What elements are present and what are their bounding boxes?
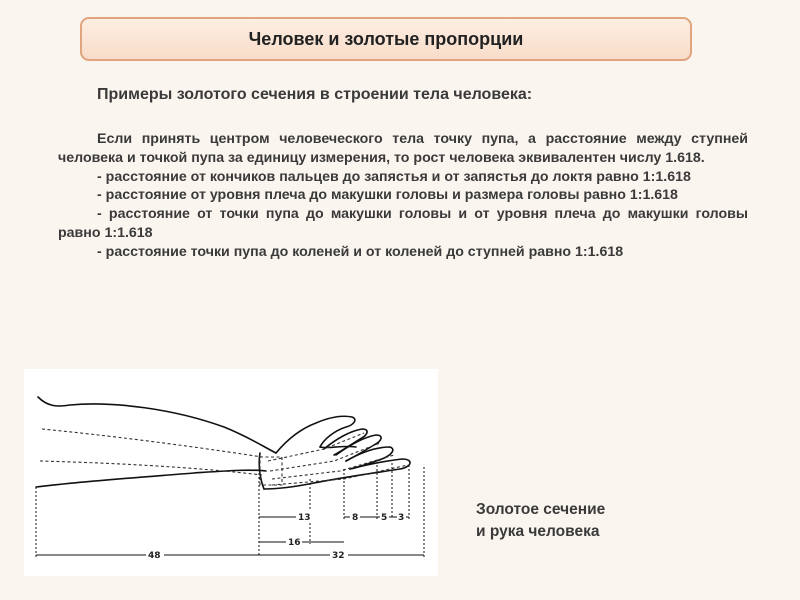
forearm-bone	[42, 429, 262, 457]
figure-caption	[476, 499, 605, 543]
finger-outline	[324, 429, 367, 455]
dimension-label-48: 48	[148, 551, 161, 561]
dimension-label-32: 32	[332, 551, 345, 561]
arm-proportion-figure	[24, 369, 438, 576]
list-item: - расстояние от уровня плеча до макушки головы и размера головы равно 1:1.618	[97, 187, 678, 204]
dimension-label-13: 13	[298, 513, 311, 523]
finger-outline	[264, 459, 410, 489]
arm-drawing	[24, 369, 438, 576]
slide-title-box	[80, 17, 692, 61]
palm-outline	[276, 416, 355, 453]
body-text	[58, 130, 748, 262]
slide-title: Человек и золотые пропорции	[248, 28, 524, 49]
dimension-label-16: 16	[288, 538, 301, 548]
arm-outline-bottom	[36, 470, 266, 487]
caption-line: и рука человека	[476, 523, 600, 540]
forearm-bone	[40, 461, 262, 475]
caption-line: Золотое сечение	[476, 501, 606, 518]
dimension-label-8: 8	[352, 513, 359, 523]
list-item: - расстояние точки пупа до коленей и от коленей до ступней равно 1:1.618	[97, 243, 624, 260]
list-item: - расстояние от кончиков пальцев до запястья и от запястья до локтя равно 1:1.618	[97, 168, 691, 185]
subtitle: Примеры золотого сечения в строении тела человека:	[97, 86, 533, 103]
arm-outline-top	[38, 397, 276, 453]
dimension-label-5: 5	[381, 513, 388, 523]
metacarpal-bone	[272, 455, 394, 479]
list-item: - расстояние от точки пупа до макушки головы и от уровня плеча до макушки головы равно 1:1.618	[58, 206, 748, 241]
dimension-label-3: 3	[398, 513, 405, 523]
paragraph-intro: Если принять центром человеческого тела точку пупа, а расстояние между ступней человека и точкой пупа за единицу измерения, то рост человека эквивалентен числу 1.618.	[58, 131, 748, 166]
